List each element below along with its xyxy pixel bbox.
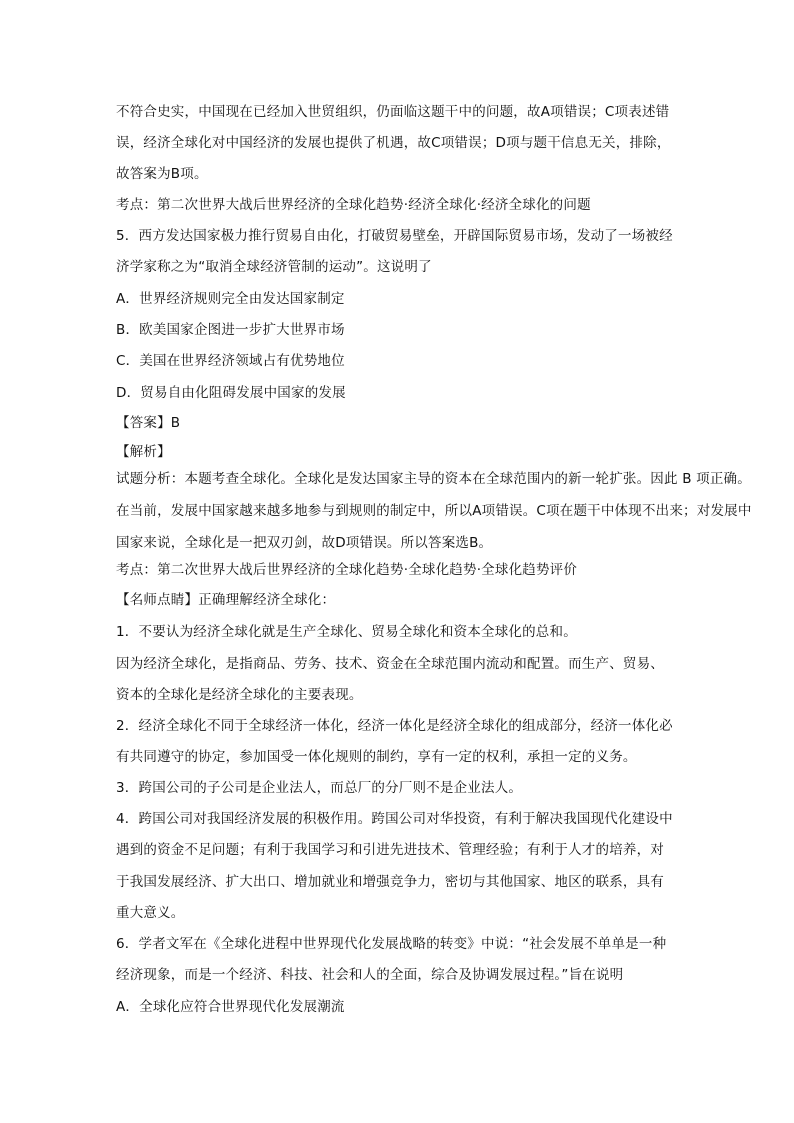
text-line: 不符合史实，中国现在已经加入世贸组织，仍面临这题干中的问题，故A项错误；C项表述错 — [116, 104, 670, 120]
text-line: 误，经济全球化对中国经济的发展也提供了机遇，故C项错误；D项与题干信息无关，排除， — [116, 135, 671, 151]
text-line: 故答案为B项。 — [116, 166, 208, 182]
text-line: 【解析】 — [116, 444, 171, 460]
text-line: 有共同遵守的协定，参加国受一体化规则的制约，享有一定的权利，承担一定的义务。 — [116, 749, 637, 765]
text-line: D．贸易自由化阻碍发展中国家的发展 — [116, 385, 346, 401]
text-line: 考点：第二次世界大战后世界经济的全球化趋势·全球化趋势·全球化趋势评价 — [116, 562, 578, 578]
text-line: 于我国发展经济、扩大出口、增加就业和增强竞争力，密切与其他国家、地区的联系，具有 — [116, 874, 664, 890]
text-line: 在当前，发展中国家越来越多地参与到规则的制定中，所以A项错误。C项在题干中体现不出来；对发展中 — [116, 503, 752, 519]
text-line: 6．学者文军在《全球化进程中世界现代化发展战略的转变》中说：“社会发展不单单是一种 — [116, 936, 667, 952]
text-line: 国家来说，全球化是一把双刃剑，故D项错误。所以答案选B。 — [116, 535, 493, 551]
text-line: 因为经济全球化，是指商品、劳务、技术、资金在全球范围内流动和配置。而生产、贸易、 — [116, 656, 664, 672]
text-line: A．全球化应符合世界现代化发展潮流 — [116, 999, 345, 1015]
text-line: 4．跨国公司对我国经济发展的积极作用。跨国公司对华投资，有利于解决我国现代化建设中 — [116, 811, 673, 827]
text-line: 济学家称之为“取消全球经济管制的运动”。这说明了 — [116, 259, 432, 275]
text-line: 经济现象，而是一个经济、科技、社会和人的全面，综合及协调发展过程。”旨在说明 — [116, 967, 624, 983]
text-line: 5．西方发达国家极力推行贸易自由化，打破贸易壁垒，开辟国际贸易市场，发动了一场被经 — [116, 228, 673, 244]
text-line: 1．不要认为经济全球化就是生产全球化、贸易全球化和资本全球化的总和。 — [116, 624, 577, 640]
text-line: 资本的全球化是经济全球化的主要表现。 — [116, 687, 363, 703]
text-line: 重大意义。 — [116, 905, 185, 921]
text-line: B．欧美国家企图进一步扩大世界市场 — [116, 322, 345, 338]
text-line: 【名师点睛】正确理解经济全球化： — [116, 592, 336, 608]
text-line: C．美国在世界经济领域占有优势地位 — [116, 353, 345, 369]
text-line: 2．经济全球化不同于全球经济一体化，经济一体化是经济全球化的组成部分，经济一体化必 — [116, 718, 673, 734]
text-line: 考点：第二次世界大战后世界经济的全球化趋势·经济全球化·经济全球化的问题 — [116, 197, 591, 213]
text-line: 遇到的资金不足问题；有利于我国学习和引进先进技术、管理经验；有利于人才的培养，对 — [116, 842, 664, 858]
text-line: A．世界经济规则完全由发达国家制定 — [116, 291, 345, 307]
text-line: 【答案】B — [116, 415, 181, 431]
text-line: 试题分析：本题考查全球化。全球化是发达国家主导的资本在全球范围内的新一轮扩张。因此 B 项正确。 — [116, 471, 751, 487]
text-line: 3．跨国公司的子公司是企业法人，而总厂的分厂则不是企业法人。 — [116, 780, 523, 796]
